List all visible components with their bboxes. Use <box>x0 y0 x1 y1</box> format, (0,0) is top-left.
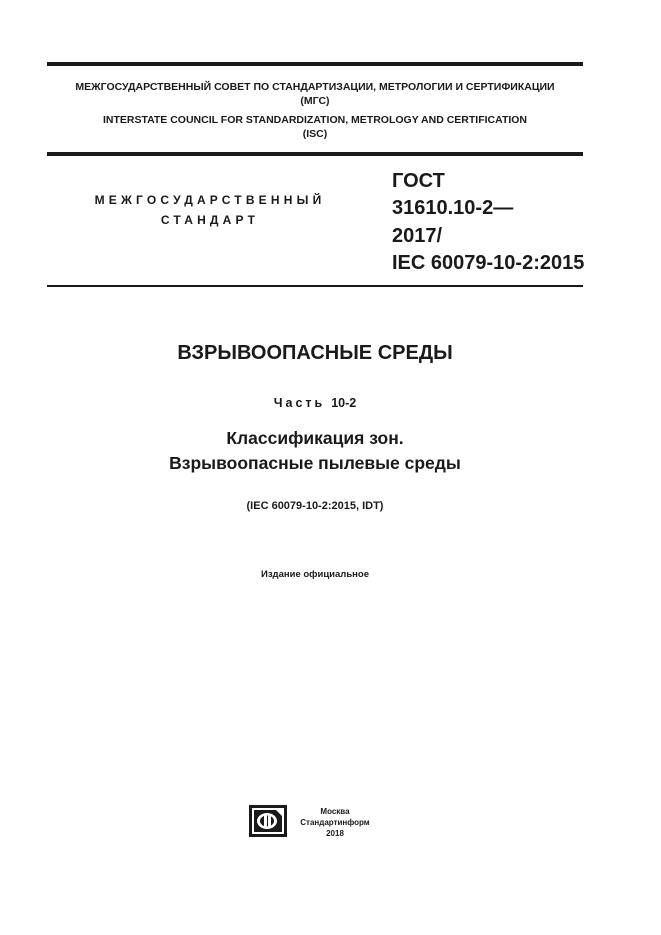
middle-rule <box>47 152 583 156</box>
part-word: Часть <box>273 396 326 410</box>
top-rule <box>47 62 583 66</box>
document-title: ВЗРЫВООПАСНЫЕ СРЕДЫ <box>177 342 453 364</box>
standard-kind-line1: МЕЖГОСУДАРСТВЕННЫЙ <box>94 193 326 207</box>
publisher-city: Москва <box>320 807 350 816</box>
designation-line1: ГОСТ <box>392 170 445 192</box>
publisher-year: 2018 <box>326 829 344 838</box>
designation-line3: 2017/ <box>392 225 443 247</box>
publisher-name: Стандартинформ <box>300 818 370 827</box>
part-number: 10-2 <box>331 396 357 410</box>
bottom-rule <box>47 285 583 287</box>
designation-line4: IEC 60079-10-2:2015 <box>392 252 585 274</box>
edition-note: Издание официальное <box>261 569 369 580</box>
council-abbr-en: (ISC) <box>302 128 328 140</box>
council-name-ru: МЕЖГОСУДАРСТВЕННЫЙ СОВЕТ ПО СТАНДАРТИЗАЦИИ, МЕТРОЛОГИИ И СЕРТИФИКАЦИИ <box>75 81 555 93</box>
identity-note: (IEC 60079-10-2:2015, IDT) <box>246 500 384 512</box>
part-heading <box>47 394 583 412</box>
standartinform-logo-icon <box>248 804 288 838</box>
subtitle-line2: Взрывоопасные пылевые среды <box>169 453 461 473</box>
standard-kind-line2: СТАНДАРТ <box>160 213 260 227</box>
subtitle-line1: Классификация зон. <box>226 428 404 448</box>
council-name-en: INTERSTATE COUNCIL FOR STANDARDIZATION, METROLOGY AND CERTIFICATION <box>102 114 528 126</box>
council-abbr-ru: (МГС) <box>300 95 330 107</box>
designation-line2: 31610.10-2— <box>392 197 514 219</box>
